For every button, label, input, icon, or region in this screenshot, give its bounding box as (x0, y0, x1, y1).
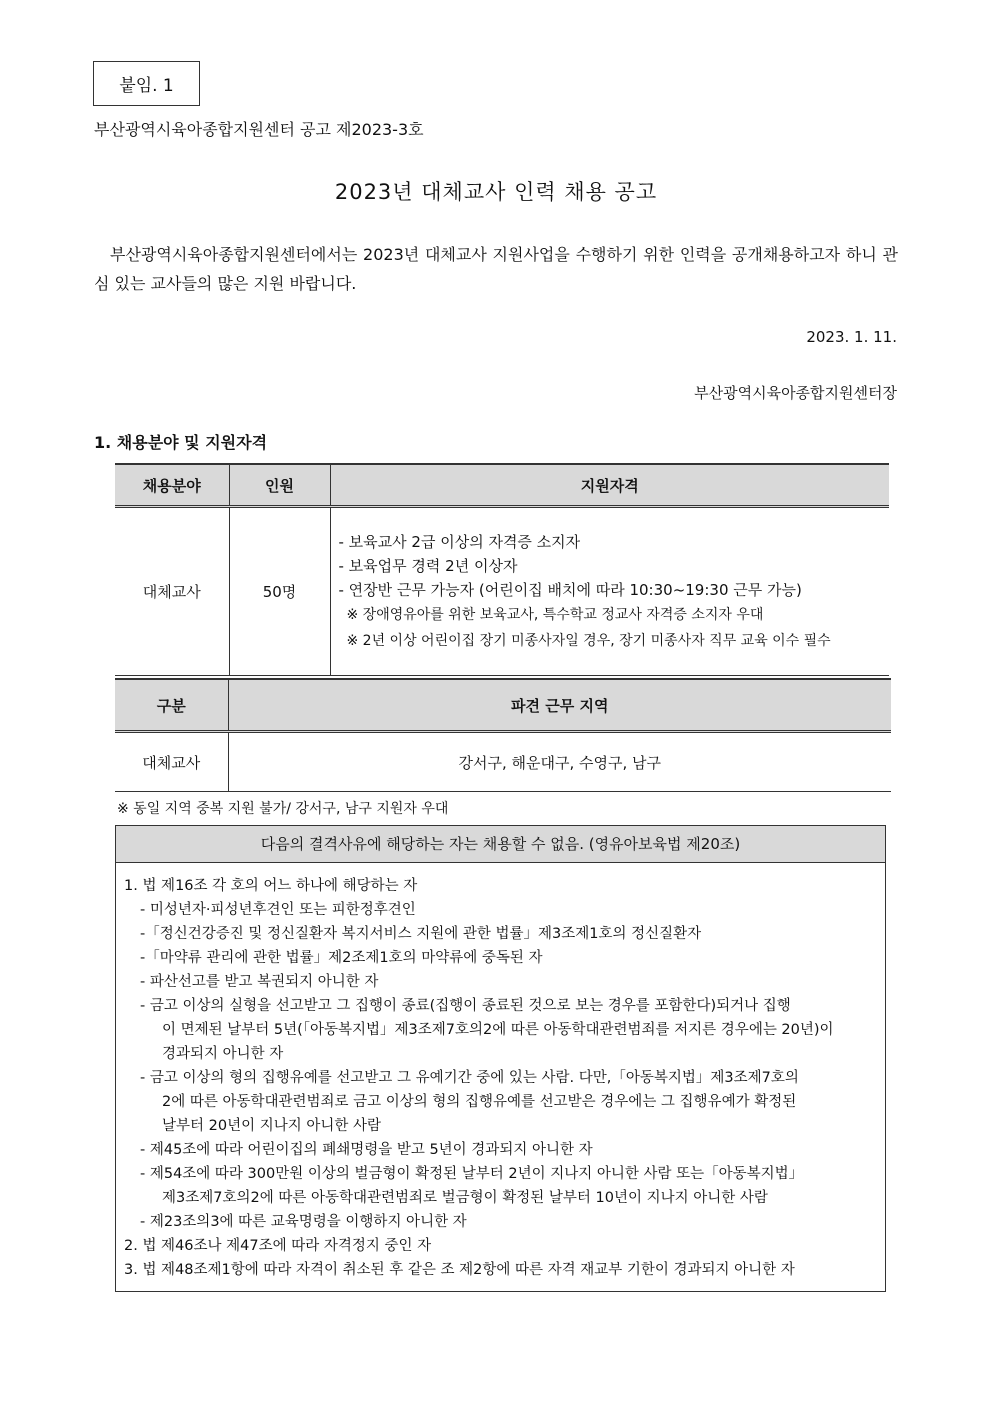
list-item: 1. 법 제16조 각 호의 어느 하나에 해당하는 자 (124, 878, 418, 894)
header-qualification: 지원자격 (330, 464, 889, 507)
qualification-list (330, 507, 889, 676)
notice-number: 부산광역시육아종합지원센터 공고 제2023-3호 (94, 120, 424, 139)
attachment-label: 붙임. 1 (93, 61, 200, 106)
intro-paragraph (94, 240, 898, 298)
disqualification-box (115, 825, 886, 1292)
table-row (115, 507, 889, 676)
notice-date: 2023. 1. 11. (806, 328, 897, 346)
list-item: - 금고 이상의 실형을 선고받고 그 집행이 종료(집행이 종료된 것으로 보는 경우를 포함한다)되거나 집행 (140, 998, 791, 1014)
header-count: 인원 (229, 464, 330, 507)
area-table-header (115, 679, 891, 732)
qualification-item: - 연장반 근무 가능자 (어린이집 배치에 따라 10:30~19:30 근무 가능) (338, 580, 802, 599)
list-item: 이 면제된 날부터 5년(「아동복지법」제3조제7호의2에 따른 아동학대관련범죄를 저지른 경우에는 20년)이 (162, 1022, 834, 1038)
section-heading: 1. 채용분야 및 지원자격 (94, 433, 268, 452)
list-item: - 미성년자·피성년후견인 또는 피한정후견인 (140, 902, 416, 918)
qualification-item: - 보육교사 2급 이상의 자격증 소지자 (338, 532, 581, 551)
area-table (115, 678, 891, 792)
qualification-item: - 보육업무 경력 2년 이상자 (338, 556, 518, 575)
header-category: 구분 (115, 679, 228, 732)
list-item: 2에 따른 아동학대관련범죄로 금고 이상의 형의 집행유예를 선고받은 경우에는 그 집행유예가 확정된 (162, 1094, 797, 1110)
table-row (115, 732, 891, 792)
area-note: ※ 동일 지역 중복 지원 불가/ 강서구, 남구 지원자 우대 (117, 801, 449, 817)
qualification-note: ※ 장애영유아를 위한 보육교사, 특수학교 정교사 자격증 소지자 우대 (346, 606, 764, 623)
disqualification-list (116, 863, 885, 1282)
list-item: 날부터 20년이 지나지 아니한 사람 (162, 1118, 381, 1134)
organization-name: 부산광역시육아종합지원센터장 (694, 384, 897, 402)
list-item: 2. 법 제46조나 제47조에 따라 자격정지 중인 자 (124, 1238, 432, 1254)
list-item: -「마약류 관리에 관한 법률」제2조제1호의 마약류에 중독된 자 (140, 950, 543, 966)
list-item: - 파산선고를 받고 복권되지 아니한 자 (140, 974, 379, 990)
header-field: 채용분야 (115, 464, 229, 507)
list-item: - 제45조에 따라 어린이집의 폐쇄명령을 받고 5년이 경과되지 아니한 자 (140, 1142, 593, 1158)
page-title: 2023년 대체교사 인력 채용 공고 (334, 180, 658, 204)
qualification-note: ※ 2년 이상 어린이집 장기 미종사자일 경우, 장기 미종사자 직무 교육 이수 필수 (346, 632, 831, 649)
recruit-table (115, 463, 889, 676)
recruit-field: 대체교사 (115, 507, 229, 676)
header-area: 파견 근무 지역 (228, 679, 891, 732)
area-field: 대체교사 (115, 732, 228, 792)
list-item: -「정신건강증진 및 정신질환자 복지서비스 지원에 관한 법률」제3조제1호의 정신질환자 (140, 926, 702, 942)
list-item: 제3조제7호의2에 따른 아동학대관련범죄로 벌금형이 확정된 날부터 10년이 지나지 아니한 사람 (162, 1190, 768, 1206)
list-item: 3. 법 제48조제1항에 따라 자격이 취소된 후 같은 조 제2항에 따른 자격 재교부 기한이 경과되지 아니한 자 (124, 1262, 795, 1278)
recruit-count: 50명 (229, 507, 330, 676)
list-item: 경과되지 아니한 자 (162, 1046, 284, 1062)
disqualification-header: 다음의 결격사유에 해당하는 자는 채용할 수 없음. (영유아보육법 제20조) (116, 826, 885, 863)
list-item: - 금고 이상의 형의 집행유예를 선고받고 그 유예기간 중에 있는 사람. 다만,「아동복지법」제3조제7호의 (140, 1070, 799, 1086)
intro-text: 부산광역시육아종합지원센터에서는 2023년 대체교사 지원사업을 수행하기 위한 인력을 공개채용하고자 하니 관심 있는 교사들의 많은 지원 바랍니다. (94, 245, 898, 293)
list-item: - 제23조의3에 따른 교육명령을 이행하지 아니한 자 (140, 1214, 467, 1230)
recruit-table-header (115, 464, 889, 507)
area-list: 강서구, 해운대구, 수영구, 남구 (228, 732, 891, 792)
list-item: - 제54조에 따라 300만원 이상의 벌금형이 확정된 날부터 2년이 지나지 아니한 사람 또는「아동복지법」 (140, 1166, 804, 1182)
